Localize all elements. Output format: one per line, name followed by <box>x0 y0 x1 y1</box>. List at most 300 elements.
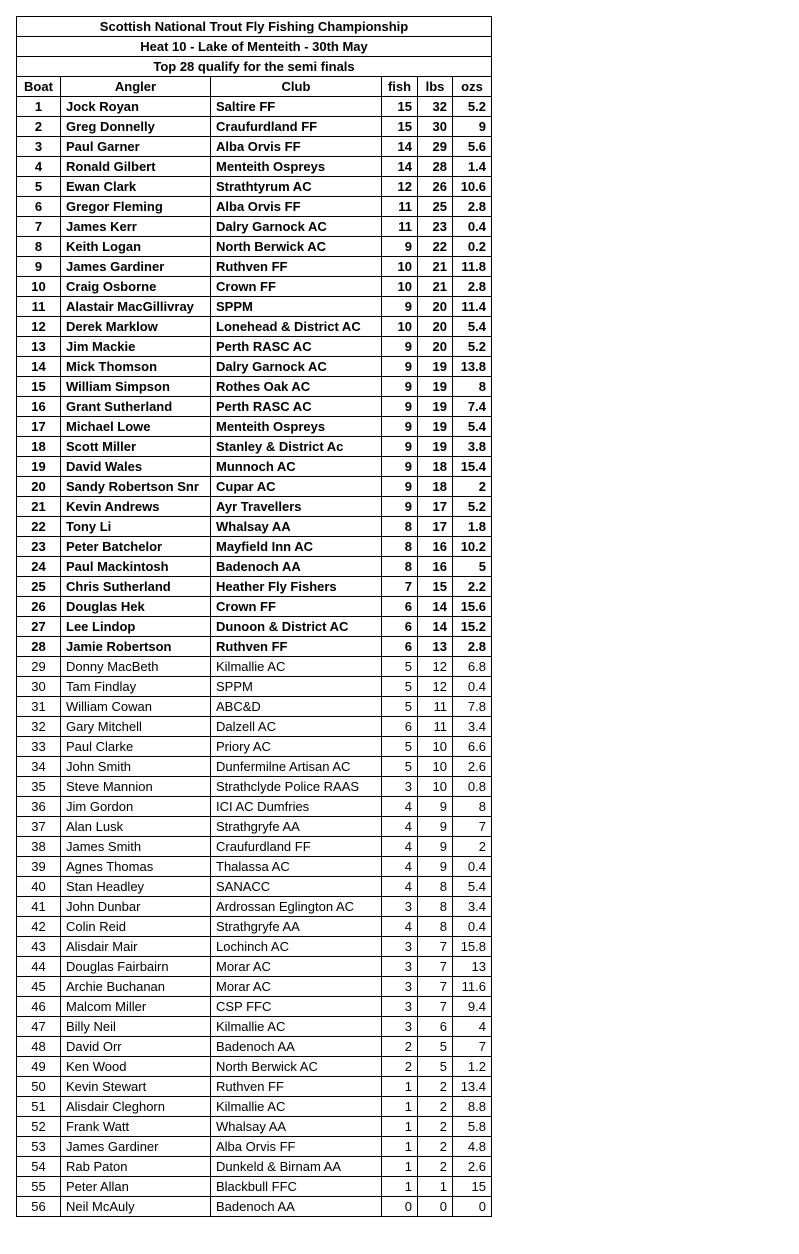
cell-boat: 6 <box>17 197 61 217</box>
cell-fish: 9 <box>382 297 418 317</box>
cell-angler: Ewan Clark <box>61 177 211 197</box>
cell-club: Saltire FF <box>211 97 382 117</box>
cell-fish: 1 <box>382 1097 418 1117</box>
cell-lbs: 29 <box>418 137 453 157</box>
cell-lbs: 7 <box>418 977 453 997</box>
cell-ozs: 15.4 <box>453 457 492 477</box>
cell-angler: Rab Paton <box>61 1157 211 1177</box>
cell-boat: 35 <box>17 777 61 797</box>
cell-lbs: 1 <box>418 1177 453 1197</box>
cell-lbs: 8 <box>418 917 453 937</box>
cell-angler: Jim Gordon <box>61 797 211 817</box>
table-row <box>17 1017 492 1037</box>
cell-boat: 37 <box>17 817 61 837</box>
cell-ozs: 2.2 <box>453 577 492 597</box>
cell-fish: 2 <box>382 1057 418 1077</box>
cell-club: North Berwick AC <box>211 1057 382 1077</box>
cell-fish: 3 <box>382 897 418 917</box>
cell-ozs: 4 <box>453 1017 492 1037</box>
cell-boat: 4 <box>17 157 61 177</box>
cell-ozs: 3.4 <box>453 717 492 737</box>
cell-boat: 53 <box>17 1137 61 1157</box>
cell-angler: James Kerr <box>61 217 211 237</box>
table-row <box>17 397 492 417</box>
cell-fish: 7 <box>382 577 418 597</box>
table-row <box>17 497 492 517</box>
cell-ozs: 0.4 <box>453 677 492 697</box>
column-header-angler: Angler <box>61 77 211 97</box>
cell-club: Badenoch AA <box>211 1197 382 1217</box>
cell-angler: Stan Headley <box>61 877 211 897</box>
cell-club: Strathgryfe AA <box>211 917 382 937</box>
cell-lbs: 16 <box>418 557 453 577</box>
cell-club: Kilmallie AC <box>211 657 382 677</box>
table-row <box>17 217 492 237</box>
cell-fish: 12 <box>382 177 418 197</box>
cell-lbs: 9 <box>418 857 453 877</box>
cell-fish: 9 <box>382 237 418 257</box>
cell-fish: 9 <box>382 497 418 517</box>
note-row <box>17 57 492 77</box>
table-row <box>17 417 492 437</box>
cell-fish: 3 <box>382 777 418 797</box>
cell-club: Morar AC <box>211 957 382 977</box>
cell-ozs: 9 <box>453 117 492 137</box>
table-row <box>17 457 492 477</box>
cell-angler: Paul Mackintosh <box>61 557 211 577</box>
table-row <box>17 697 492 717</box>
table-row <box>17 997 492 1017</box>
cell-boat: 54 <box>17 1157 61 1177</box>
cell-ozs: 13 <box>453 957 492 977</box>
cell-boat: 38 <box>17 837 61 857</box>
cell-lbs: 9 <box>418 797 453 817</box>
cell-boat: 9 <box>17 257 61 277</box>
cell-ozs: 5.8 <box>453 1117 492 1137</box>
cell-fish: 4 <box>382 817 418 837</box>
cell-fish: 3 <box>382 977 418 997</box>
table-row <box>17 977 492 997</box>
cell-fish: 14 <box>382 157 418 177</box>
cell-club: Lochinch AC <box>211 937 382 957</box>
cell-boat: 16 <box>17 397 61 417</box>
cell-boat: 45 <box>17 977 61 997</box>
cell-fish: 10 <box>382 257 418 277</box>
cell-boat: 56 <box>17 1197 61 1217</box>
table-row <box>17 1137 492 1157</box>
cell-fish: 4 <box>382 917 418 937</box>
cell-fish: 3 <box>382 997 418 1017</box>
cell-boat: 12 <box>17 317 61 337</box>
cell-ozs: 3.4 <box>453 897 492 917</box>
column-header-club: Club <box>211 77 382 97</box>
cell-ozs: 7 <box>453 817 492 837</box>
cell-ozs: 6.6 <box>453 737 492 757</box>
cell-lbs: 22 <box>418 237 453 257</box>
cell-ozs: 8 <box>453 377 492 397</box>
cell-fish: 6 <box>382 637 418 657</box>
table-row <box>17 877 492 897</box>
cell-club: Perth RASC AC <box>211 397 382 417</box>
cell-club: Dalry Garnock AC <box>211 217 382 237</box>
cell-boat: 49 <box>17 1057 61 1077</box>
cell-angler: Alastair MacGillivray <box>61 297 211 317</box>
cell-lbs: 2 <box>418 1157 453 1177</box>
table-row <box>17 177 492 197</box>
cell-fish: 1 <box>382 1177 418 1197</box>
cell-angler: Colin Reid <box>61 917 211 937</box>
cell-ozs: 0.8 <box>453 777 492 797</box>
cell-fish: 9 <box>382 457 418 477</box>
cell-ozs: 0 <box>453 1197 492 1217</box>
cell-fish: 15 <box>382 117 418 137</box>
cell-club: Dunoon & District AC <box>211 617 382 637</box>
cell-boat: 48 <box>17 1037 61 1057</box>
title-row <box>17 17 492 37</box>
cell-club: Strathclyde Police RAAS <box>211 777 382 797</box>
cell-angler: William Cowan <box>61 697 211 717</box>
cell-boat: 10 <box>17 277 61 297</box>
cell-club: CSP FFC <box>211 997 382 1017</box>
table-row <box>17 437 492 457</box>
cell-angler: Douglas Fairbairn <box>61 957 211 977</box>
table-row <box>17 937 492 957</box>
table-row <box>17 797 492 817</box>
results-table <box>16 16 492 1217</box>
cell-club: Crown FF <box>211 277 382 297</box>
cell-angler: Malcom Miller <box>61 997 211 1017</box>
cell-ozs: 2.8 <box>453 277 492 297</box>
table-row <box>17 557 492 577</box>
table-row <box>17 1057 492 1077</box>
cell-lbs: 7 <box>418 937 453 957</box>
cell-boat: 11 <box>17 297 61 317</box>
cell-ozs: 10.6 <box>453 177 492 197</box>
cell-club: Whalsay AA <box>211 517 382 537</box>
cell-angler: Kevin Stewart <box>61 1077 211 1097</box>
cell-boat: 2 <box>17 117 61 137</box>
table-row <box>17 237 492 257</box>
cell-boat: 13 <box>17 337 61 357</box>
cell-boat: 40 <box>17 877 61 897</box>
cell-boat: 39 <box>17 857 61 877</box>
cell-club: Blackbull FFC <box>211 1177 382 1197</box>
cell-ozs: 1.2 <box>453 1057 492 1077</box>
cell-angler: Neil McAuly <box>61 1197 211 1217</box>
cell-lbs: 8 <box>418 897 453 917</box>
table-row <box>17 537 492 557</box>
cell-lbs: 18 <box>418 477 453 497</box>
table-row <box>17 1097 492 1117</box>
cell-boat: 47 <box>17 1017 61 1037</box>
cell-fish: 9 <box>382 437 418 457</box>
cell-lbs: 17 <box>418 497 453 517</box>
table-row <box>17 317 492 337</box>
table-row <box>17 737 492 757</box>
cell-ozs: 0.4 <box>453 857 492 877</box>
cell-boat: 20 <box>17 477 61 497</box>
cell-ozs: 1.4 <box>453 157 492 177</box>
cell-ozs: 5.6 <box>453 137 492 157</box>
cell-ozs: 10.2 <box>453 537 492 557</box>
table-row <box>17 757 492 777</box>
table-row <box>17 1197 492 1217</box>
cell-club: Stanley & District Ac <box>211 437 382 457</box>
cell-angler: Archie Buchanan <box>61 977 211 997</box>
cell-fish: 5 <box>382 757 418 777</box>
cell-lbs: 12 <box>418 657 453 677</box>
column-header-ozs: ozs <box>453 77 492 97</box>
cell-boat: 55 <box>17 1177 61 1197</box>
cell-boat: 24 <box>17 557 61 577</box>
cell-ozs: 9.4 <box>453 997 492 1017</box>
cell-club: Lonehead & District AC <box>211 317 382 337</box>
cell-ozs: 15.2 <box>453 617 492 637</box>
cell-club: Alba Orvis FF <box>211 1137 382 1157</box>
cell-angler: James Gardiner <box>61 1137 211 1157</box>
table-row <box>17 337 492 357</box>
cell-lbs: 19 <box>418 437 453 457</box>
cell-fish: 10 <box>382 277 418 297</box>
cell-fish: 9 <box>382 357 418 377</box>
cell-angler: William Simpson <box>61 377 211 397</box>
cell-club: Strathtyrum AC <box>211 177 382 197</box>
cell-angler: David Orr <box>61 1037 211 1057</box>
cell-club: Kilmallie AC <box>211 1017 382 1037</box>
table-row <box>17 277 492 297</box>
cell-club: Strathgryfe AA <box>211 817 382 837</box>
table-row <box>17 1157 492 1177</box>
cell-club: Dunfermilne Artisan AC <box>211 757 382 777</box>
table-row <box>17 897 492 917</box>
cell-club: Thalassa AC <box>211 857 382 877</box>
cell-ozs: 1.8 <box>453 517 492 537</box>
cell-lbs: 12 <box>418 677 453 697</box>
table-row <box>17 777 492 797</box>
cell-boat: 46 <box>17 997 61 1017</box>
cell-lbs: 30 <box>418 117 453 137</box>
cell-club: Dunkeld & Birnam AA <box>211 1157 382 1177</box>
cell-club: Ruthven FF <box>211 1077 382 1097</box>
header-row <box>17 77 492 97</box>
cell-angler: Tam Findlay <box>61 677 211 697</box>
cell-angler: Agnes Thomas <box>61 857 211 877</box>
cell-ozs: 7 <box>453 1037 492 1057</box>
cell-angler: Peter Batchelor <box>61 537 211 557</box>
cell-angler: Paul Clarke <box>61 737 211 757</box>
cell-ozs: 5.2 <box>453 337 492 357</box>
cell-boat: 15 <box>17 377 61 397</box>
cell-fish: 8 <box>382 557 418 577</box>
cell-fish: 9 <box>382 377 418 397</box>
cell-lbs: 2 <box>418 1117 453 1137</box>
cell-boat: 31 <box>17 697 61 717</box>
cell-boat: 51 <box>17 1097 61 1117</box>
cell-angler: John Smith <box>61 757 211 777</box>
cell-boat: 43 <box>17 937 61 957</box>
cell-fish: 5 <box>382 697 418 717</box>
cell-angler: Lee Lindop <box>61 617 211 637</box>
cell-fish: 11 <box>382 197 418 217</box>
cell-lbs: 32 <box>418 97 453 117</box>
cell-lbs: 10 <box>418 777 453 797</box>
cell-ozs: 15 <box>453 1177 492 1197</box>
cell-angler: Jock Royan <box>61 97 211 117</box>
cell-angler: Sandy Robertson Snr <box>61 477 211 497</box>
table-row <box>17 517 492 537</box>
cell-fish: 3 <box>382 937 418 957</box>
cell-lbs: 2 <box>418 1137 453 1157</box>
table-row <box>17 257 492 277</box>
cell-club: Alba Orvis FF <box>211 197 382 217</box>
cell-club: SPPM <box>211 297 382 317</box>
cell-angler: Ronald Gilbert <box>61 157 211 177</box>
cell-boat: 29 <box>17 657 61 677</box>
cell-club: Morar AC <box>211 977 382 997</box>
cell-lbs: 7 <box>418 957 453 977</box>
cell-ozs: 2.8 <box>453 197 492 217</box>
cell-lbs: 10 <box>418 757 453 777</box>
table-row <box>17 617 492 637</box>
cell-lbs: 19 <box>418 357 453 377</box>
table-row <box>17 1117 492 1137</box>
page-title: Scottish National Trout Fly Fishing Championship <box>17 17 492 37</box>
cell-ozs: 5.4 <box>453 317 492 337</box>
cell-angler: Craig Osborne <box>61 277 211 297</box>
cell-lbs: 25 <box>418 197 453 217</box>
cell-boat: 32 <box>17 717 61 737</box>
cell-angler: Paul Garner <box>61 137 211 157</box>
cell-fish: 4 <box>382 857 418 877</box>
cell-fish: 5 <box>382 657 418 677</box>
cell-lbs: 20 <box>418 337 453 357</box>
cell-club: Mayfield Inn AC <box>211 537 382 557</box>
cell-lbs: 18 <box>418 457 453 477</box>
cell-boat: 26 <box>17 597 61 617</box>
cell-ozs: 0.4 <box>453 917 492 937</box>
cell-club: Munnoch AC <box>211 457 382 477</box>
cell-ozs: 5.2 <box>453 97 492 117</box>
cell-lbs: 21 <box>418 257 453 277</box>
cell-angler: Gary Mitchell <box>61 717 211 737</box>
table-row <box>17 157 492 177</box>
cell-ozs: 11.4 <box>453 297 492 317</box>
cell-club: Perth RASC AC <box>211 337 382 357</box>
cell-club: ICI AC Dumfries <box>211 797 382 817</box>
cell-lbs: 8 <box>418 877 453 897</box>
cell-angler: James Gardiner <box>61 257 211 277</box>
cell-ozs: 15.6 <box>453 597 492 617</box>
cell-ozs: 5 <box>453 557 492 577</box>
cell-angler: Alisdair Cleghorn <box>61 1097 211 1117</box>
cell-ozs: 7.8 <box>453 697 492 717</box>
cell-club: ABC&D <box>211 697 382 717</box>
cell-lbs: 9 <box>418 817 453 837</box>
cell-boat: 25 <box>17 577 61 597</box>
cell-fish: 4 <box>382 877 418 897</box>
cell-boat: 5 <box>17 177 61 197</box>
table-row <box>17 917 492 937</box>
column-header-boat: Boat <box>17 77 61 97</box>
cell-ozs: 8.8 <box>453 1097 492 1117</box>
cell-ozs: 13.4 <box>453 1077 492 1097</box>
table-row <box>17 117 492 137</box>
table-row <box>17 677 492 697</box>
cell-boat: 8 <box>17 237 61 257</box>
cell-angler: Grant Sutherland <box>61 397 211 417</box>
cell-fish: 5 <box>382 677 418 697</box>
cell-club: Menteith Ospreys <box>211 417 382 437</box>
cell-fish: 2 <box>382 1037 418 1057</box>
cell-club: Kilmallie AC <box>211 1097 382 1117</box>
cell-fish: 1 <box>382 1077 418 1097</box>
cell-lbs: 11 <box>418 697 453 717</box>
table-row <box>17 957 492 977</box>
cell-fish: 14 <box>382 137 418 157</box>
cell-angler: Tony Li <box>61 517 211 537</box>
cell-lbs: 16 <box>418 537 453 557</box>
column-header-fish: fish <box>382 77 418 97</box>
cell-lbs: 28 <box>418 157 453 177</box>
cell-ozs: 4.8 <box>453 1137 492 1157</box>
cell-angler: Keith Logan <box>61 237 211 257</box>
cell-angler: Alisdair Mair <box>61 937 211 957</box>
cell-ozs: 5.4 <box>453 877 492 897</box>
cell-boat: 52 <box>17 1117 61 1137</box>
cell-club: Craufurdland FF <box>211 837 382 857</box>
cell-angler: Peter Allan <box>61 1177 211 1197</box>
cell-angler: David Wales <box>61 457 211 477</box>
cell-lbs: 9 <box>418 837 453 857</box>
cell-ozs: 8 <box>453 797 492 817</box>
cell-fish: 9 <box>382 337 418 357</box>
cell-fish: 8 <box>382 537 418 557</box>
table-row <box>17 297 492 317</box>
cell-boat: 27 <box>17 617 61 637</box>
cell-angler: Ken Wood <box>61 1057 211 1077</box>
cell-angler: Douglas Hek <box>61 597 211 617</box>
cell-lbs: 14 <box>418 617 453 637</box>
cell-ozs: 2.6 <box>453 1157 492 1177</box>
cell-boat: 22 <box>17 517 61 537</box>
cell-club: Ruthven FF <box>211 257 382 277</box>
cell-ozs: 15.8 <box>453 937 492 957</box>
table-row <box>17 477 492 497</box>
cell-club: Dalry Garnock AC <box>211 357 382 377</box>
cell-angler: Steve Mannion <box>61 777 211 797</box>
cell-club: Rothes Oak AC <box>211 377 382 397</box>
cell-club: Crown FF <box>211 597 382 617</box>
cell-angler: Mick Thomson <box>61 357 211 377</box>
cell-club: Cupar AC <box>211 477 382 497</box>
cell-fish: 8 <box>382 517 418 537</box>
table-row <box>17 817 492 837</box>
cell-ozs: 11.6 <box>453 977 492 997</box>
cell-club: Menteith Ospreys <box>211 157 382 177</box>
cell-fish: 9 <box>382 417 418 437</box>
cell-ozs: 6.8 <box>453 657 492 677</box>
cell-angler: Gregor Fleming <box>61 197 211 217</box>
cell-lbs: 26 <box>418 177 453 197</box>
cell-boat: 21 <box>17 497 61 517</box>
cell-lbs: 11 <box>418 717 453 737</box>
cell-fish: 3 <box>382 1017 418 1037</box>
cell-lbs: 15 <box>418 577 453 597</box>
cell-club: Dalzell AC <box>211 717 382 737</box>
cell-fish: 3 <box>382 957 418 977</box>
cell-lbs: 2 <box>418 1097 453 1117</box>
cell-fish: 0 <box>382 1197 418 1217</box>
